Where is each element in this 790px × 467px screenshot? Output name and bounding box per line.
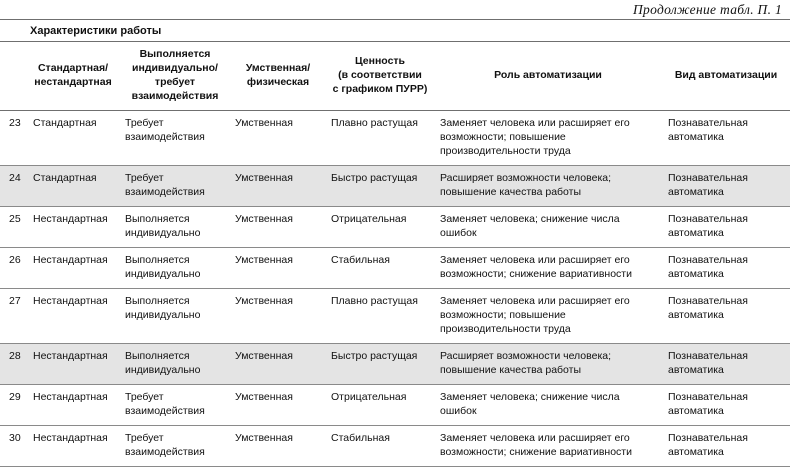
- column-header-value: Ценность (в соответствии с графиком ПУРР): [326, 42, 434, 111]
- automation-characteristics-table: [0, 19, 790, 467]
- cell-role: Заменяет человека или расширяет его возможности; снижение вариативности: [434, 425, 662, 466]
- cell-standard: Нестандартная: [26, 207, 120, 248]
- cell-standard: Нестандартная: [26, 343, 120, 384]
- table-row: [0, 343, 790, 384]
- cell-kind: Познавательная автоматика: [662, 207, 790, 248]
- cell-type: Умственная: [230, 384, 326, 425]
- cell-standard: Нестандартная: [26, 289, 120, 344]
- cell-num: 24: [0, 166, 26, 207]
- cell-mode: Требует взаимодействия: [120, 111, 230, 166]
- cell-role: Расширяет возможности человека; повышение качества работы: [434, 166, 662, 207]
- cell-num: 29: [0, 384, 26, 425]
- cell-role: Расширяет возможности человека; повышение качества работы: [434, 343, 662, 384]
- running-caption: Продолжение табл. П. 1: [633, 2, 782, 17]
- cell-num: 27: [0, 289, 26, 344]
- cell-value: Плавно растущая: [326, 111, 434, 166]
- table-column-header-row: [0, 42, 790, 111]
- table-group-header-row: [0, 20, 790, 42]
- cell-kind: Познавательная автоматика: [662, 248, 790, 289]
- cell-type: Умственная: [230, 425, 326, 466]
- table-row: [0, 384, 790, 425]
- cell-standard: Нестандартная: [26, 384, 120, 425]
- cell-kind: Познавательная автоматика: [662, 384, 790, 425]
- cell-role: Заменяет человека или расширяет его возможности; повышение производительности труда: [434, 289, 662, 344]
- cell-type: Умственная: [230, 343, 326, 384]
- cell-num: 26: [0, 248, 26, 289]
- group-header-spacer: [0, 20, 26, 42]
- table-row: [0, 425, 790, 466]
- column-header-kind: Вид автоматизации: [662, 42, 790, 111]
- cell-value: Отрицательная: [326, 207, 434, 248]
- cell-standard: Стандартная: [26, 166, 120, 207]
- table-header: [0, 20, 790, 111]
- column-header-standard: Стандартная/ нестандартная: [26, 42, 120, 111]
- cell-type: Умственная: [230, 207, 326, 248]
- cell-num: 25: [0, 207, 26, 248]
- cell-mode: Выполняется индивидуально: [120, 207, 230, 248]
- cell-value: Быстро растущая: [326, 343, 434, 384]
- cell-num: 30: [0, 425, 26, 466]
- cell-role: Заменяет человека или расширяет его возможности; повышение производительности труда: [434, 111, 662, 166]
- table-row: [0, 289, 790, 344]
- cell-num: 23: [0, 111, 26, 166]
- cell-mode: Выполняется индивидуально: [120, 248, 230, 289]
- cell-type: Умственная: [230, 289, 326, 344]
- cell-type: Умственная: [230, 111, 326, 166]
- table-body: [0, 111, 790, 466]
- cell-mode: Требует взаимодействия: [120, 166, 230, 207]
- column-header-role: Роль автоматизации: [434, 42, 662, 111]
- cell-mode: Выполняется индивидуально: [120, 343, 230, 384]
- cell-type: Умственная: [230, 166, 326, 207]
- cell-standard: Нестандартная: [26, 248, 120, 289]
- cell-value: Плавно растущая: [326, 289, 434, 344]
- cell-mode: Требует взаимодействия: [120, 384, 230, 425]
- table-row: [0, 207, 790, 248]
- cell-role: Заменяет человека; снижение числа ошибок: [434, 207, 662, 248]
- cell-kind: Познавательная автоматика: [662, 425, 790, 466]
- cell-type: Умственная: [230, 248, 326, 289]
- table-row: [0, 111, 790, 166]
- cell-num: 28: [0, 343, 26, 384]
- column-header-mode: Выполняется индивидуально/ требует взаимодействия: [120, 42, 230, 111]
- cell-role: Заменяет человека или расширяет его возможности; снижение вариативности: [434, 248, 662, 289]
- column-header-type: Умственная/ физическая: [230, 42, 326, 111]
- table-row: [0, 248, 790, 289]
- group-header-label: Характеристики работы: [30, 24, 162, 37]
- cell-mode: Выполняется индивидуально: [120, 289, 230, 344]
- cell-kind: Познавательная автоматика: [662, 343, 790, 384]
- cell-kind: Познавательная автоматика: [662, 166, 790, 207]
- cell-role: Заменяет человека; снижение числа ошибок: [434, 384, 662, 425]
- cell-standard: Стандартная: [26, 111, 120, 166]
- cell-standard: Нестандартная: [26, 425, 120, 466]
- group-header-cell: [26, 20, 790, 42]
- table-row: [0, 166, 790, 207]
- cell-value: Отрицательная: [326, 384, 434, 425]
- cell-mode: Требует взаимодействия: [120, 425, 230, 466]
- cell-value: Стабильная: [326, 248, 434, 289]
- cell-value: Быстро растущая: [326, 166, 434, 207]
- cell-value: Стабильная: [326, 425, 434, 466]
- cell-kind: Познавательная автоматика: [662, 289, 790, 344]
- running-caption-row: [0, 0, 790, 19]
- column-header-number: [0, 42, 26, 111]
- cell-kind: Познавательная автоматика: [662, 111, 790, 166]
